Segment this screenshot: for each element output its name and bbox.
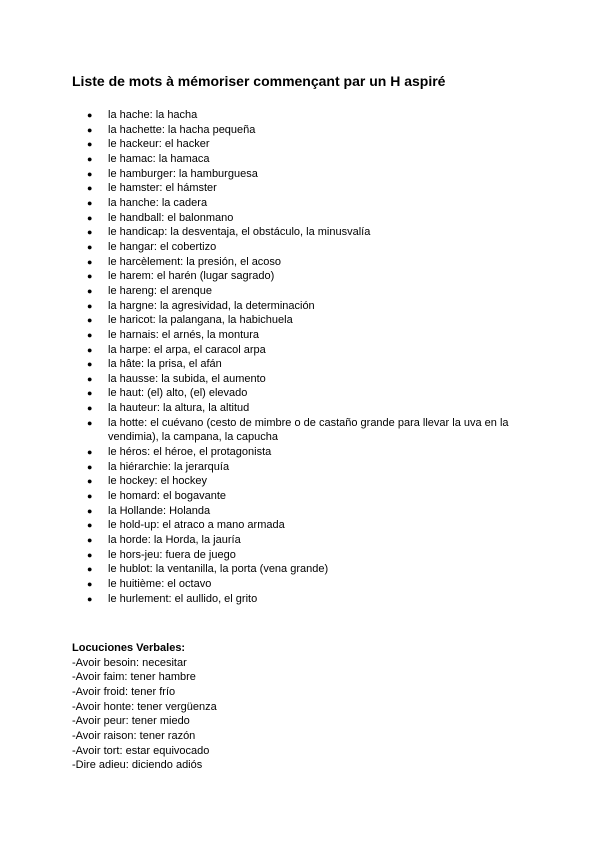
bullet-icon: ● bbox=[87, 579, 93, 589]
bullet-icon: ● bbox=[87, 315, 93, 326]
list-item bbox=[72, 372, 532, 387]
verbal-phrases-heading: Locuciones Verbales: bbox=[72, 642, 186, 654]
list-item bbox=[72, 181, 532, 196]
list-item bbox=[72, 299, 532, 314]
bullet-icon: ● bbox=[87, 241, 93, 252]
verbal-phrases-list bbox=[72, 656, 532, 773]
bullet-icon: ● bbox=[87, 344, 93, 355]
list-item-text: le hamburger: la hamburguesa bbox=[108, 167, 258, 180]
verbal-phrase-item: -Avoir raison: tener razón bbox=[72, 729, 196, 742]
list-item-text: le hockey: el hockey bbox=[108, 475, 208, 488]
verbal-phrase-item: -Avoir peur: tener miedo bbox=[72, 715, 190, 728]
bullet-icon: ● bbox=[87, 285, 93, 296]
list-item bbox=[72, 313, 532, 328]
list-item bbox=[72, 518, 532, 533]
list-item bbox=[72, 548, 532, 563]
bullet-icon: ● bbox=[87, 153, 93, 164]
list-item bbox=[72, 504, 532, 519]
list-item bbox=[72, 401, 532, 416]
list-item bbox=[72, 167, 532, 182]
bullet-icon: ● bbox=[87, 329, 93, 340]
bullet-icon: ● bbox=[87, 461, 93, 472]
bullet-icon: ● bbox=[87, 183, 93, 194]
bullet-icon: ● bbox=[87, 373, 93, 384]
list-item-text: la hausse: la subida, el aumento bbox=[108, 372, 266, 385]
list-item-text: le héros: el héroe, el protagonista bbox=[108, 446, 272, 459]
list-item-text: le hamster: el hámster bbox=[108, 182, 217, 195]
verbal-phrase-item: -Avoir faim: tener hambre bbox=[72, 671, 196, 684]
verbal-phrase-item: -Avoir froid: tener frío bbox=[72, 685, 176, 698]
list-item bbox=[72, 123, 532, 138]
list-item bbox=[72, 533, 532, 548]
bullet-icon: ● bbox=[87, 535, 93, 546]
list-item-text: la hanche: la cadera bbox=[108, 196, 208, 209]
bullet-icon: ● bbox=[87, 388, 93, 399]
list-item bbox=[72, 196, 532, 211]
list-item-text: le hublot: la ventanilla, la porta (vena grande) bbox=[108, 563, 329, 576]
list-item bbox=[72, 357, 532, 372]
bullet-icon: ● bbox=[87, 593, 93, 604]
list-item-text: la hachette: la hacha pequeña bbox=[108, 123, 256, 136]
list-item bbox=[72, 255, 532, 270]
list-item-text: la horde: la Horda, la jauría bbox=[108, 534, 241, 547]
list-item-text: la hauteur: la altura, la altitud bbox=[108, 402, 250, 415]
list-item bbox=[72, 225, 532, 240]
list-item-text: le haut: (el) alto, (el) elevado bbox=[108, 387, 248, 400]
verbal-phrase-item: -Avoir tort: estar equivocado bbox=[72, 744, 210, 757]
list-item bbox=[72, 445, 532, 460]
list-item-text: la harpe: el arpa, el caracol arpa bbox=[108, 343, 266, 356]
list-item-text: le hurlement: el aullido, el grito bbox=[108, 592, 258, 605]
list-item-text: le homard: el bogavante bbox=[108, 490, 227, 503]
list-item bbox=[72, 489, 532, 504]
list-item-text: le handball: el balonmano bbox=[108, 211, 234, 224]
list-item bbox=[72, 240, 532, 255]
list-item-text: la hargne: la agresividad, la determinación bbox=[108, 299, 315, 312]
verbal-phrase-item: -Avoir honte: tener vergüenza bbox=[72, 700, 217, 713]
list-item-text: le hangar: el cobertizo bbox=[108, 240, 217, 253]
list-item bbox=[72, 137, 532, 152]
list-item-text: la hiérarchie: la jerarquía bbox=[108, 460, 230, 473]
bullet-icon: ● bbox=[87, 197, 93, 208]
bullet-icon: ● bbox=[87, 110, 93, 120]
bullet-icon: ● bbox=[87, 256, 93, 267]
list-item-text: la Hollande: Holanda bbox=[108, 504, 211, 517]
bullet-icon: ● bbox=[87, 505, 93, 516]
verbal-phrase-item: -Dire adieu: diciendo adiós bbox=[72, 759, 203, 772]
list-item bbox=[72, 592, 532, 607]
document-title: Liste de mots à mémoriser commençant par un H aspiré bbox=[72, 73, 446, 89]
list-item bbox=[72, 386, 532, 401]
list-item bbox=[72, 562, 532, 577]
list-item-text: la hache: la hacha bbox=[108, 109, 198, 121]
list-item-text: le harnais: el arnés, la montura bbox=[108, 328, 260, 341]
list-item-text: le hamac: la hamaca bbox=[108, 152, 210, 165]
list-item-text: le handicap: la desventaja, el obstáculo, la minusvalía bbox=[108, 226, 371, 239]
bullet-icon: ● bbox=[87, 139, 93, 150]
bullet-icon: ● bbox=[87, 403, 93, 414]
bullet-icon: ● bbox=[87, 359, 93, 370]
list-item-text: la hotte: el cuévano (cesto de mimbre o de castaño grande para llevar la uva en la vendimia), la campana, la capucha bbox=[108, 416, 509, 444]
list-item bbox=[72, 269, 532, 284]
list-item-text: le huitième: el octavo bbox=[108, 578, 212, 590]
verbal-phrases-section bbox=[72, 641, 532, 773]
list-item-text: le hold-up: el atraco a mano armada bbox=[108, 519, 285, 532]
list-item bbox=[72, 284, 532, 299]
list-item-text: le harcèlement: la presión, el acoso bbox=[108, 255, 282, 268]
list-item-text: le hackeur: el hacker bbox=[108, 138, 210, 151]
list-item bbox=[72, 474, 532, 489]
list-item bbox=[72, 343, 532, 358]
bullet-icon: ● bbox=[87, 447, 93, 458]
list-item bbox=[72, 416, 532, 445]
verbal-phrase-item: -Avoir besoin: necesitar bbox=[72, 656, 187, 669]
bullet-icon: ● bbox=[87, 564, 93, 575]
bullet-icon: ● bbox=[87, 520, 93, 531]
list-item bbox=[72, 108, 532, 123]
list-item bbox=[72, 328, 532, 343]
bullet-icon: ● bbox=[87, 476, 93, 487]
list-item bbox=[72, 211, 532, 226]
bullet-icon: ● bbox=[87, 124, 93, 135]
list-item-text: le hareng: el arenque bbox=[108, 284, 212, 297]
list-item bbox=[72, 460, 532, 475]
list-item-text: le haricot: la palangana, la habichuela bbox=[108, 314, 293, 327]
list-item bbox=[72, 577, 532, 592]
list-item-text: la hâte: la prisa, el afán bbox=[108, 358, 222, 371]
bullet-icon: ● bbox=[87, 271, 93, 282]
bullet-icon: ● bbox=[87, 300, 93, 311]
bullet-icon: ● bbox=[87, 549, 93, 560]
bullet-icon: ● bbox=[87, 212, 93, 223]
bullet-icon: ● bbox=[87, 491, 93, 502]
list-item bbox=[72, 152, 532, 167]
word-list bbox=[72, 108, 532, 606]
bullet-icon: ● bbox=[87, 227, 93, 238]
bullet-icon: ● bbox=[87, 168, 93, 179]
list-item-text: le harem: el harén (lugar sagrado) bbox=[108, 270, 275, 283]
list-item-text: le hors-jeu: fuera de juego bbox=[108, 548, 236, 561]
bullet-icon: ● bbox=[87, 417, 93, 428]
